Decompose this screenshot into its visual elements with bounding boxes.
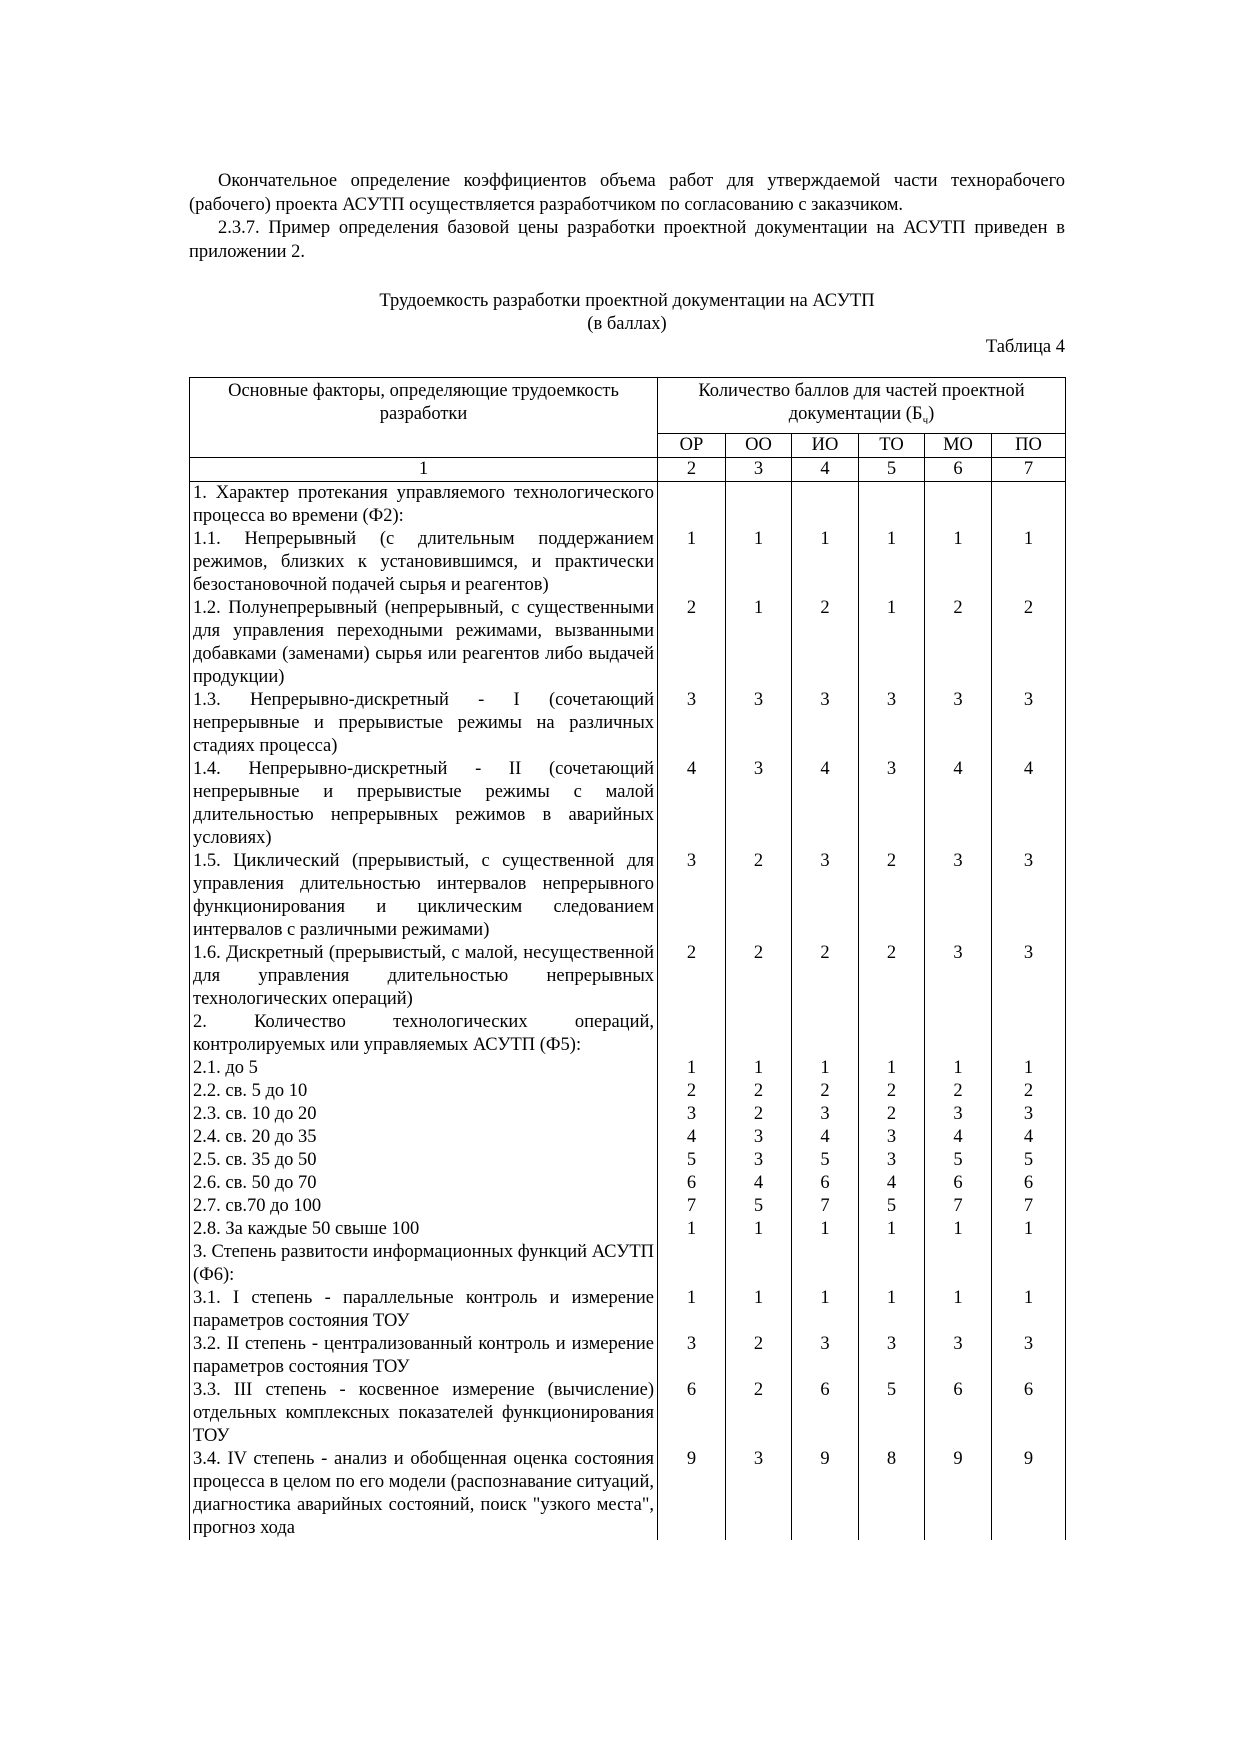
points-cell: 1 — [792, 528, 859, 597]
table-row — [190, 1241, 1066, 1287]
factor-label: 1.4. Непрерывно-дискретный - II (сочетающий непрерывные и прерывистые режимы с малой длительностью непрерывных режимов в аварийных условиях) — [190, 758, 658, 850]
table-row — [190, 1126, 1066, 1149]
points-cell: 3 — [658, 1333, 726, 1379]
factor-label: 2.5. св. 35 до 50 — [190, 1149, 658, 1172]
points-cell: 1 — [992, 1218, 1066, 1241]
table-row — [190, 528, 1066, 597]
table-row — [190, 1011, 1066, 1057]
points-cell: 3 — [992, 850, 1066, 942]
points-cell: 4 — [658, 758, 726, 850]
table-caption — [189, 290, 1065, 359]
part-header: ПО — [992, 433, 1066, 457]
table-row — [190, 1172, 1066, 1195]
table-row — [190, 481, 1066, 528]
points-cell: 5 — [792, 1149, 859, 1172]
points-cell: 6 — [658, 1172, 726, 1195]
points-cell: 8 — [859, 1448, 925, 1540]
points-cell: 5 — [859, 1195, 925, 1218]
points-cell: 3 — [792, 1333, 859, 1379]
points-cell: 1 — [859, 1218, 925, 1241]
factor-label: 1.5. Циклический (прерывистый, с существенной для управления длительностью интервалов непрерывного функционирования и циклическим следованием интервалов с различными режимами) — [190, 850, 658, 942]
points-cell: 3 — [658, 1103, 726, 1126]
column-number: 4 — [792, 457, 859, 481]
points-cell — [792, 1011, 859, 1057]
points-cell: 3 — [859, 1333, 925, 1379]
points-cell: 3 — [792, 1103, 859, 1126]
points-cell — [658, 1241, 726, 1287]
points-cell: 6 — [925, 1379, 992, 1448]
points-cell: 1 — [726, 597, 792, 689]
points-cell: 6 — [992, 1172, 1066, 1195]
points-cell: 6 — [792, 1379, 859, 1448]
points-cell: 6 — [792, 1172, 859, 1195]
table-row — [190, 597, 1066, 689]
points-cell: 3 — [792, 689, 859, 758]
points-cell: 2 — [726, 942, 792, 1011]
table-row — [190, 758, 1066, 850]
table-row — [190, 1080, 1066, 1103]
points-cell — [992, 481, 1066, 528]
points-cell: 1 — [726, 1287, 792, 1333]
points-cell — [792, 1241, 859, 1287]
points-cell: 1 — [658, 1057, 726, 1080]
factor-label: 1. Характер протекания управляемого технологического процесса во времени (Ф2): — [190, 481, 658, 528]
points-cell: 2 — [925, 597, 992, 689]
points-cell: 2 — [726, 1333, 792, 1379]
points-cell: 3 — [925, 1333, 992, 1379]
points-cell: 3 — [726, 1448, 792, 1540]
points-cell: 9 — [792, 1448, 859, 1540]
points-cell: 7 — [658, 1195, 726, 1218]
column-number: 6 — [925, 457, 992, 481]
points-cell: 1 — [925, 528, 992, 597]
points-cell: 2 — [992, 597, 1066, 689]
points-cell: 3 — [859, 758, 925, 850]
table-row — [190, 1379, 1066, 1448]
points-cell: 1 — [992, 528, 1066, 597]
factor-label: 2.6. св. 50 до 70 — [190, 1172, 658, 1195]
factor-label: 3. Степень развитости информационных функций АСУТП (Ф6): — [190, 1241, 658, 1287]
part-header: ТО — [859, 433, 925, 457]
points-cell: 1 — [658, 1218, 726, 1241]
factor-label: 3.3. III степень - косвенное измерение (вычисление) отдельных комплексных показателей функционирования ТОУ — [190, 1379, 658, 1448]
table-units: (в баллах) — [587, 314, 667, 334]
points-cell: 1 — [925, 1218, 992, 1241]
points-cell — [925, 481, 992, 528]
factor-label: 2.8. За каждые 50 свыше 100 — [190, 1218, 658, 1241]
part-header: ОР — [658, 433, 726, 457]
points-cell: 3 — [925, 689, 992, 758]
points-cell — [658, 481, 726, 528]
points-cell: 3 — [925, 942, 992, 1011]
table-row — [190, 1057, 1066, 1080]
points-cell: 5 — [859, 1379, 925, 1448]
points-cell: 1 — [792, 1218, 859, 1241]
points-cell: 3 — [726, 1149, 792, 1172]
points-cell: 1 — [726, 528, 792, 597]
points-cell — [792, 481, 859, 528]
factor-label: 1.1. Непрерывный (с длительным поддержанием режимов, близких к установившимся, и практически безостановочной подачей сырья и реагентов) — [190, 528, 658, 597]
table-title: Трудоемкость разработки проектной документации на АСУТП — [379, 291, 875, 311]
points-cell: 4 — [726, 1172, 792, 1195]
points-cell: 2 — [658, 942, 726, 1011]
factor-label: 2.7. св.70 до 100 — [190, 1195, 658, 1218]
points-cell — [726, 1011, 792, 1057]
points-cell: 3 — [992, 942, 1066, 1011]
points-cell: 3 — [726, 1126, 792, 1149]
points-cell: 3 — [859, 1149, 925, 1172]
points-cell: 1 — [658, 528, 726, 597]
points-cell: 9 — [925, 1448, 992, 1540]
points-cell: 1 — [859, 528, 925, 597]
table-row — [190, 1103, 1066, 1126]
part-header: МО — [925, 433, 992, 457]
points-cell: 4 — [658, 1126, 726, 1149]
points-cell: 6 — [658, 1379, 726, 1448]
points-cell: 5 — [992, 1149, 1066, 1172]
points-cell: 2 — [726, 1080, 792, 1103]
points-cell: 2 — [859, 1103, 925, 1126]
points-cell: 3 — [726, 758, 792, 850]
points-cell: 2 — [792, 597, 859, 689]
paragraph-1: Окончательное определение коэффициентов объема работ для утверждаемой части технорабочего (рабочего) проекта АСУТП осуществляется разработчиком по согласованию с заказчиком. — [189, 171, 1065, 215]
factor-label: 1.2. Полунепрерывный (непрерывный, с существенными для управления переходными режимами, вызванными добавками (заменами) сырья или реагентов либо выдачей продукции) — [190, 597, 658, 689]
factor-label: 2.3. св. 10 до 20 — [190, 1103, 658, 1126]
factor-label: 1.6. Дискретный (прерывистый, с малой, несущественной для управления длительностью непрерывных технологических операций) — [190, 942, 658, 1011]
points-cell: 1 — [726, 1218, 792, 1241]
points-cell: 4 — [925, 758, 992, 850]
points-cell: 2 — [859, 850, 925, 942]
points-cell: 2 — [925, 1080, 992, 1103]
points-cell: 3 — [658, 689, 726, 758]
factor-label: 3.1. I степень - параллельные контроль и измерение параметров состояния ТОУ — [190, 1287, 658, 1333]
table-row — [190, 1333, 1066, 1379]
column-number: 1 — [190, 457, 658, 481]
points-cell: 3 — [992, 689, 1066, 758]
points-cell: 1 — [925, 1287, 992, 1333]
column-number: 5 — [859, 457, 925, 481]
points-cell: 3 — [792, 850, 859, 942]
points-cell — [726, 481, 792, 528]
points-cell: 3 — [992, 1103, 1066, 1126]
table-row — [190, 1218, 1066, 1241]
points-cell: 3 — [925, 1103, 992, 1126]
points-cell: 1 — [726, 1057, 792, 1080]
points-cell: 1 — [859, 1057, 925, 1080]
points-cell — [859, 1011, 925, 1057]
points-cell: 9 — [992, 1448, 1066, 1540]
column-number: 3 — [726, 457, 792, 481]
points-cell: 2 — [726, 1379, 792, 1448]
points-cell: 1 — [859, 597, 925, 689]
points-cell — [726, 1241, 792, 1287]
points-cell: 3 — [925, 850, 992, 942]
points-cell: 2 — [658, 1080, 726, 1103]
table-row — [190, 1448, 1066, 1540]
points-cell: 3 — [859, 689, 925, 758]
header-factors: Основные факторы, определяющие трудоемкость разработки — [190, 378, 658, 458]
points-cell — [925, 1241, 992, 1287]
points-cell: 4 — [792, 758, 859, 850]
points-cell: 5 — [726, 1195, 792, 1218]
table-row — [190, 689, 1066, 758]
points-cell: 1 — [992, 1057, 1066, 1080]
points-cell — [859, 1241, 925, 1287]
table-row — [190, 1287, 1066, 1333]
points-cell: 3 — [859, 1126, 925, 1149]
table-number: Таблица 4 — [985, 337, 1065, 357]
points-cell: 2 — [792, 942, 859, 1011]
factor-label: 2.4. св. 20 до 35 — [190, 1126, 658, 1149]
factor-label: 2.2. св. 5 до 10 — [190, 1080, 658, 1103]
points-cell: 3 — [992, 1333, 1066, 1379]
points-cell: 4 — [992, 758, 1066, 850]
points-cell: 2 — [726, 850, 792, 942]
points-cell: 7 — [792, 1195, 859, 1218]
points-cell: 2 — [992, 1080, 1066, 1103]
points-cell: 3 — [658, 850, 726, 942]
points-cell — [925, 1011, 992, 1057]
points-cell — [992, 1241, 1066, 1287]
column-number: 7 — [992, 457, 1066, 481]
points-cell: 4 — [792, 1126, 859, 1149]
points-cell — [658, 1011, 726, 1057]
table-row — [190, 850, 1066, 942]
factor-label: 3.4. IV степень - анализ и обобщенная оценка состояния процесса в целом по его модели (распознавание ситуаций, диагностика аварийных состояний, поиск "узкого места", прогноз хода — [190, 1448, 658, 1540]
points-cell — [859, 481, 925, 528]
labor-intensity-table — [189, 377, 1066, 1540]
points-cell: 4 — [925, 1126, 992, 1149]
part-header: ИО — [792, 433, 859, 457]
points-cell: 6 — [992, 1379, 1066, 1448]
points-cell: 2 — [859, 942, 925, 1011]
table-row — [190, 942, 1066, 1011]
points-cell: 2 — [658, 597, 726, 689]
points-cell: 3 — [726, 689, 792, 758]
points-cell: 2 — [726, 1103, 792, 1126]
points-cell: 1 — [925, 1057, 992, 1080]
points-cell: 1 — [792, 1287, 859, 1333]
factor-label: 2.1. до 5 — [190, 1057, 658, 1080]
document-page — [189, 170, 1065, 1540]
points-cell: 1 — [658, 1287, 726, 1333]
points-cell: 2 — [792, 1080, 859, 1103]
header-points: Количество баллов для частей проектной документации $(Б_ч)$ — [658, 378, 1066, 434]
points-cell: 7 — [992, 1195, 1066, 1218]
factor-label: 3.2. II степень - централизованный контроль и измерение параметров состояния ТОУ — [190, 1333, 658, 1379]
paragraph-2: 2.3.7. Пример определения базовой цены разработки проектной документации на АСУТП приведен в приложении 2. — [189, 218, 1065, 262]
points-cell: 1 — [792, 1057, 859, 1080]
points-cell: 4 — [992, 1126, 1066, 1149]
column-number: 2 — [658, 457, 726, 481]
points-cell: 4 — [859, 1172, 925, 1195]
points-cell: 6 — [925, 1172, 992, 1195]
points-cell: 5 — [925, 1149, 992, 1172]
points-cell: 7 — [925, 1195, 992, 1218]
points-cell: 2 — [859, 1080, 925, 1103]
points-cell: 5 — [658, 1149, 726, 1172]
part-header: ОО — [726, 433, 792, 457]
points-cell: 1 — [859, 1287, 925, 1333]
factor-label: 2. Количество технологических операций, контролируемых или управляемых АСУТП (Ф5): — [190, 1011, 658, 1057]
points-cell — [992, 1011, 1066, 1057]
factor-label: 1.3. Непрерывно-дискретный - I (сочетающий непрерывные и прерывистые режимы на различных стадиях процесса) — [190, 689, 658, 758]
points-cell: 9 — [658, 1448, 726, 1540]
table-row — [190, 1149, 1066, 1172]
table-row — [190, 1195, 1066, 1218]
points-cell: 1 — [992, 1287, 1066, 1333]
